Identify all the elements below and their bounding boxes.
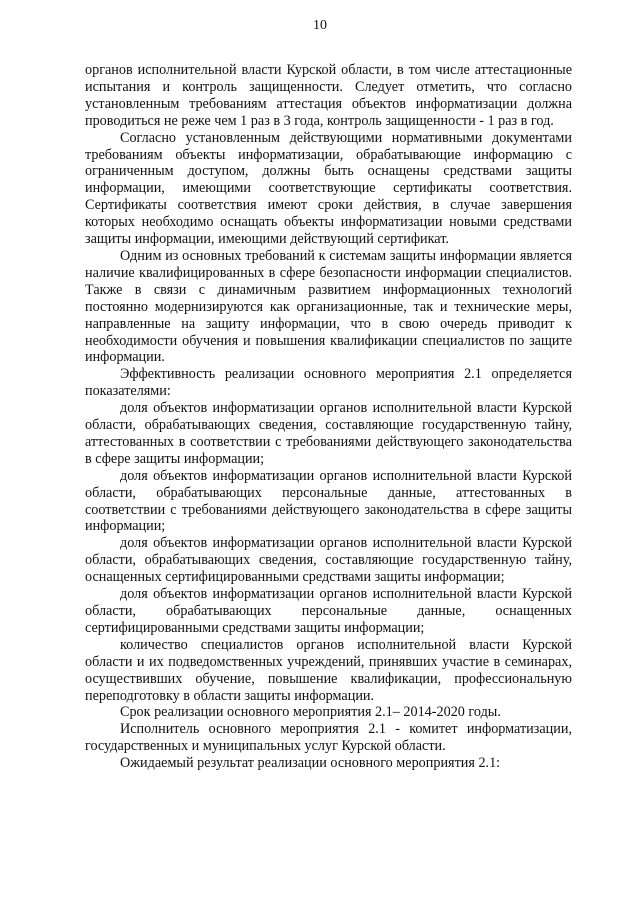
list-item: доля объектов информатизации органов исполнительной власти Курской области, обрабатывающих сведения, составляющие государственную тайну, оснащенных сертифицированными средствами защиты информации; xyxy=(85,535,572,586)
page-number: 10 xyxy=(313,18,327,33)
list-item: доля объектов информатизации органов исполнительной власти Курской области, обрабатывающих персональные данные, аттестованных в соответствии с требованиями действующего законодательства в сфере защиты информации; xyxy=(85,467,572,535)
paragraph: Ожидаемый результат реализации основного мероприятия 2.1: xyxy=(120,755,501,772)
document-body xyxy=(85,62,572,772)
paragraph: Одним из основных требований к системам защиты информации является наличие квалифицированных в сфере безопасности информации специалистов. Также в связи с динамичным развитием информационных технологий постоянно модернизируются как организационные, так и технические меры, направленные на защиту информации, что в свою очередь приводит к необходимости обучения и повышения квалификации специалистов по защите информации. xyxy=(85,247,572,366)
paragraph: Исполнитель основного мероприятия 2.1 - комитет информатизации, государственных и муниципальных услуг Курской области. xyxy=(85,721,572,755)
paragraph: Эффективность реализации основного мероприятия 2.1 определяется показателями: xyxy=(85,366,572,400)
paragraph: Согласно установленным действующими нормативными документами требованиям объекты информатизации, обрабатывающие информацию с ограниченным доступом, должны быть оснащены средствами защиты информации, имеющими соответствующие сертификаты соответствия. Сертификаты соответствия имеют сроки действия, в случае завершения которых необходимо оснащать объекты информатизации новыми средствами защиты информации, имеющими действующий сертификат. xyxy=(85,129,572,248)
list-item: количество специалистов органов исполнительной власти Курской области и их подведомственных учреждений, принявших участие в семинарах, осуществивших обучение, повышение квалификации, профессиональную переподготовку в области защиты информации. xyxy=(85,636,572,704)
list-item: доля объектов информатизации органов исполнительной власти Курской области, обрабатывающих сведения, составляющие государственную тайну, аттестованных в соответствии с требованиями действующего законодательства в сфере защиты информации; xyxy=(85,400,572,467)
paragraph: Срок реализации основного мероприятия 2.1– 2014-2020 годы. xyxy=(120,704,501,721)
paragraph: органов исполнительной власти Курской области, в том числе аттестационные испытания и контроль защищенности. Следует отметить, что согласно установленным требованиям аттестация объектов информатизации должна проводиться не реже чем 1 раз в 3 года, контроль защищенности - 1 раз в год. xyxy=(85,62,572,129)
list-item: доля объектов информатизации органов исполнительной власти Курской области, обрабатывающих персональные данные, оснащенных сертифицированными средствами защиты информации; xyxy=(85,586,572,636)
